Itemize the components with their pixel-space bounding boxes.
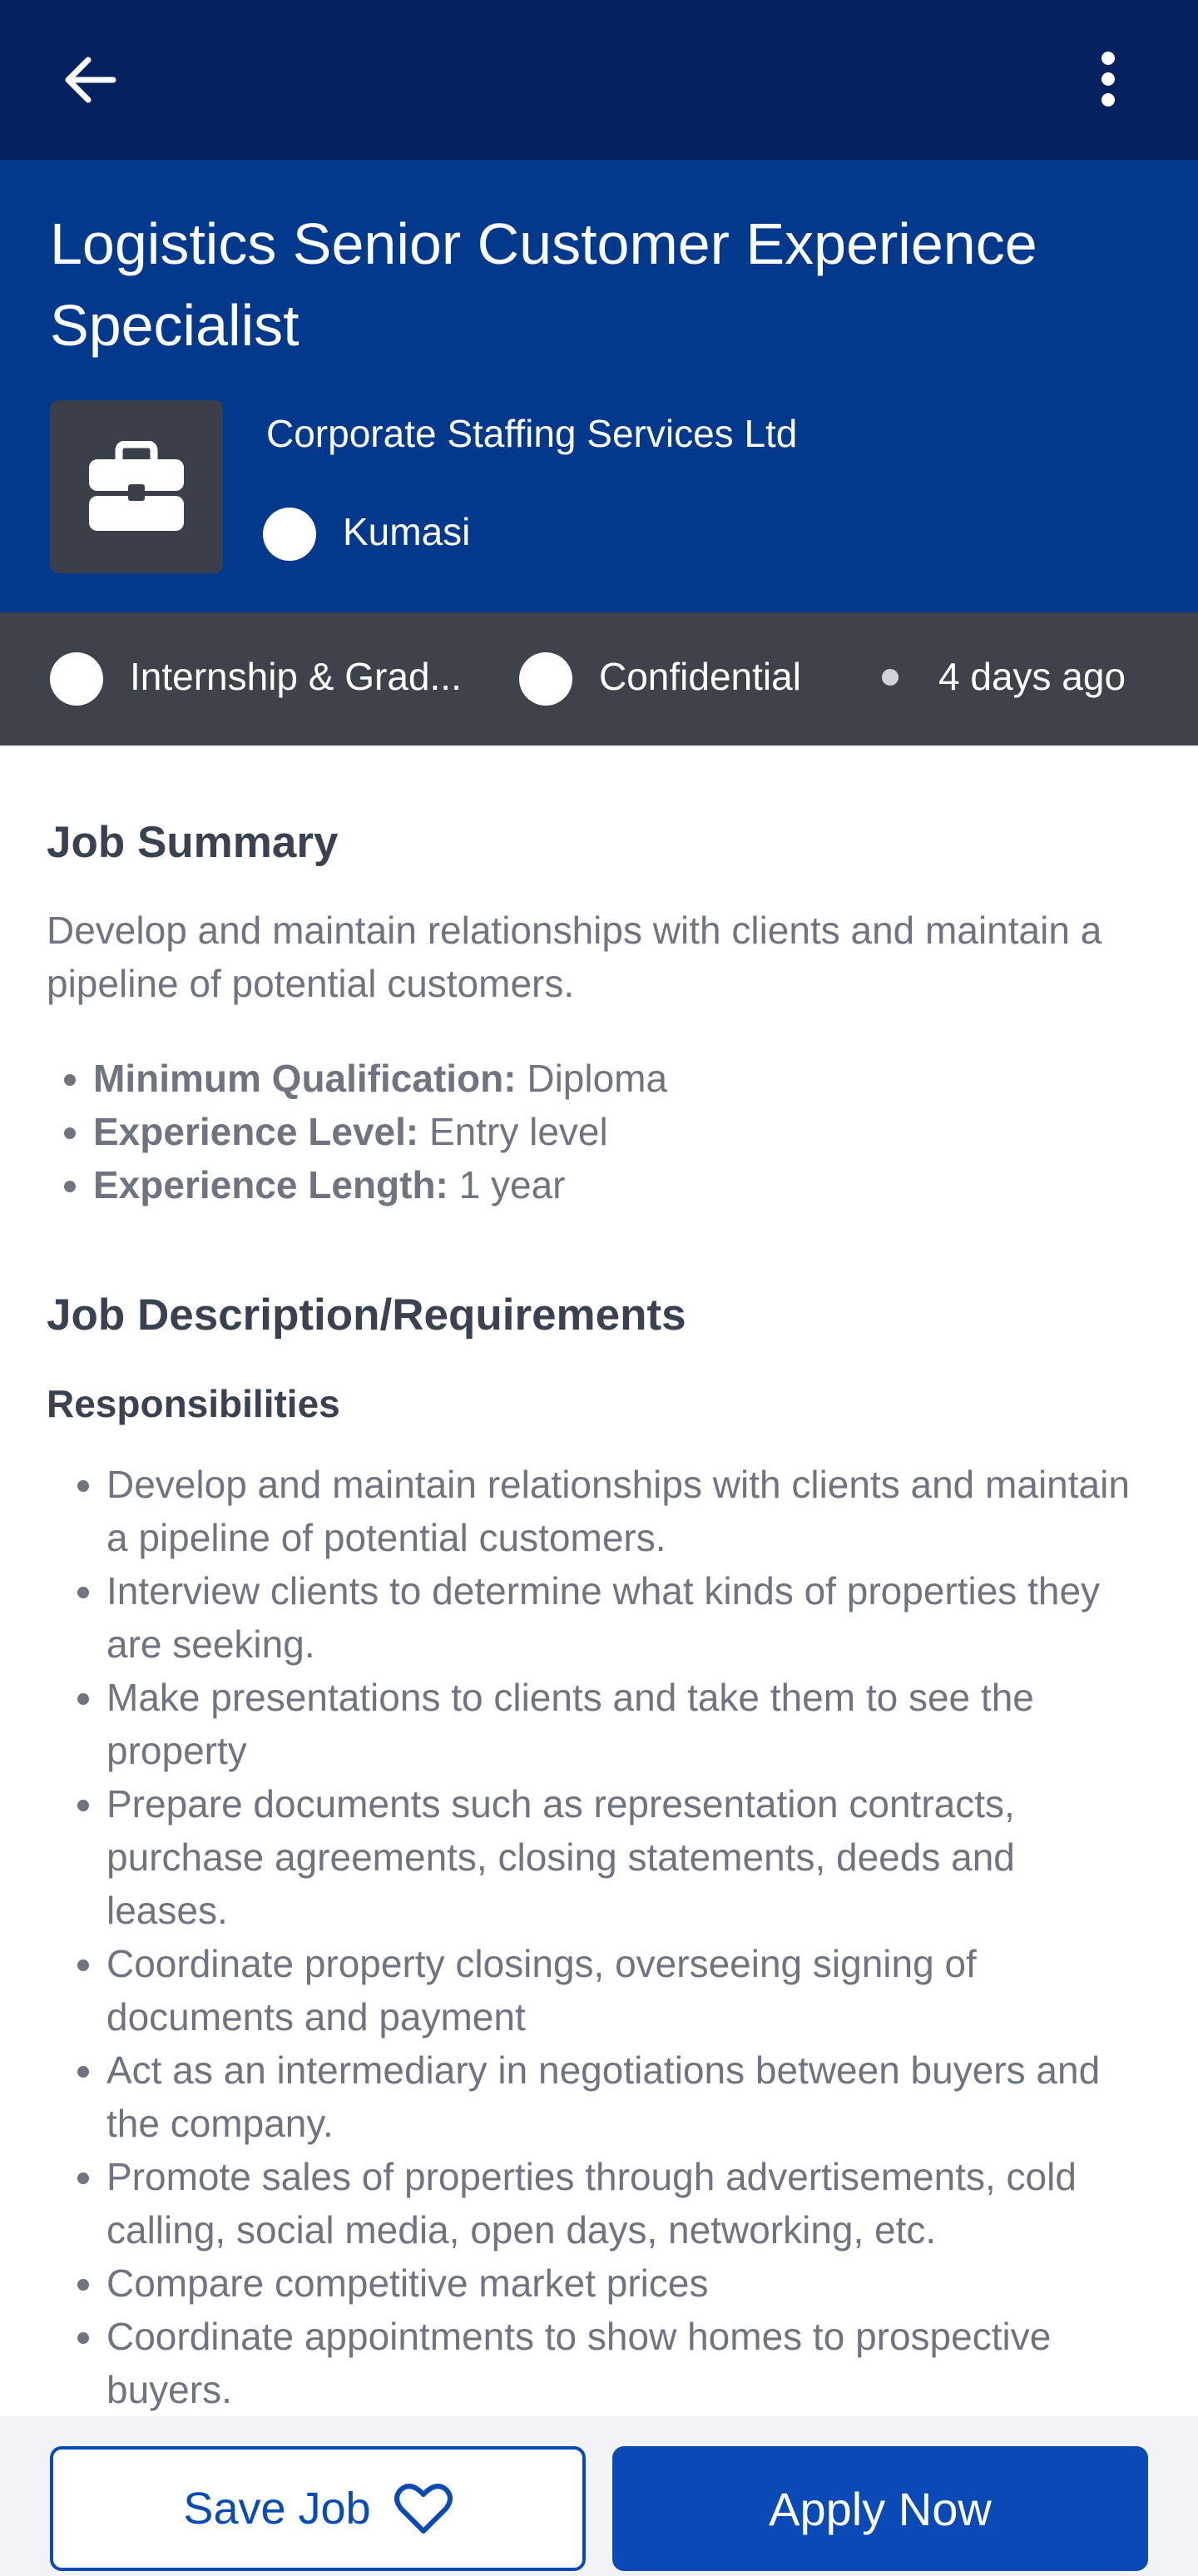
location-icon [263, 508, 316, 561]
top-app-bar [0, 0, 1198, 160]
job-category: Internship & Grad... [130, 655, 462, 698]
bottom-action-bar [0, 2416, 1198, 2576]
list-item: • Develop and maintain relationships with clients and maintain a pipeline of potential customers. [106, 1458, 1146, 1564]
list-item: • Interview clients to determine what kinds of properties they are seeking. [106, 1564, 1146, 1671]
briefcase-icon [87, 441, 186, 533]
job-header [0, 160, 1198, 612]
more-vertical-icon [1100, 51, 1116, 107]
job-description-heading: Job Description/Requirements [47, 1290, 686, 1340]
responsibilities-list [106, 1458, 1146, 2416]
save-job-button[interactable] [50, 2446, 586, 2571]
detail-experience-length: • Experience Length: 1 year [93, 1158, 1141, 1211]
apply-now-button[interactable] [612, 2446, 1148, 2571]
separator-dot [882, 669, 898, 686]
company-logo [50, 400, 223, 573]
job-summary-heading: Job Summary [47, 818, 339, 867]
list-item: • Promote sales of properties through advertisements, cold calling, social media, open days, networking, etc. [106, 2150, 1146, 2256]
heart-icon [394, 2483, 453, 2534]
salary-icon [519, 652, 572, 706]
list-item: • Act as an intermediary in negotiations between buyers and the company. [106, 2043, 1146, 2150]
list-item: • Compare competitive market prices [106, 2256, 1146, 2310]
category-icon [50, 652, 103, 706]
list-item: • Coordinate property closings, overseeing signing of documents and payment [106, 1937, 1146, 2043]
back-button[interactable] [50, 47, 130, 113]
detail-experience-level: • Experience Level: Entry level [93, 1105, 1141, 1158]
detail-qualification: • Minimum Qualification: Diploma [93, 1052, 1141, 1105]
job-title: Logistics Senior Customer Experience Specialist [50, 211, 1037, 358]
posted-time: 4 days ago [938, 655, 1126, 698]
company-name[interactable]: Corporate Staffing Services Ltd [266, 412, 798, 455]
save-job-label: Save Job [183, 2484, 371, 2534]
list-item: • Coordinate appointments to show homes to prospective buyers. [106, 2310, 1146, 2416]
more-options-button[interactable] [1075, 42, 1141, 116]
apply-now-label: Apply Now [769, 2482, 992, 2535]
job-summary-details [93, 1052, 1141, 1211]
job-salary: Confidential [599, 655, 801, 698]
job-meta-bar [0, 612, 1198, 746]
arrow-left-icon [62, 57, 118, 103]
responsibilities-heading: Responsibilities [47, 1382, 340, 1425]
job-location: Kumasi [343, 510, 471, 553]
list-item: • Make presentations to clients and take them to see the property [106, 1671, 1146, 1777]
job-summary-text: Develop and maintain relationships with clients and maintain a pipeline of potential customers. [47, 909, 1102, 1005]
list-item: • Prepare documents such as representation contracts, purchase agreements, closing statements, deeds and leases. [106, 1777, 1146, 1937]
